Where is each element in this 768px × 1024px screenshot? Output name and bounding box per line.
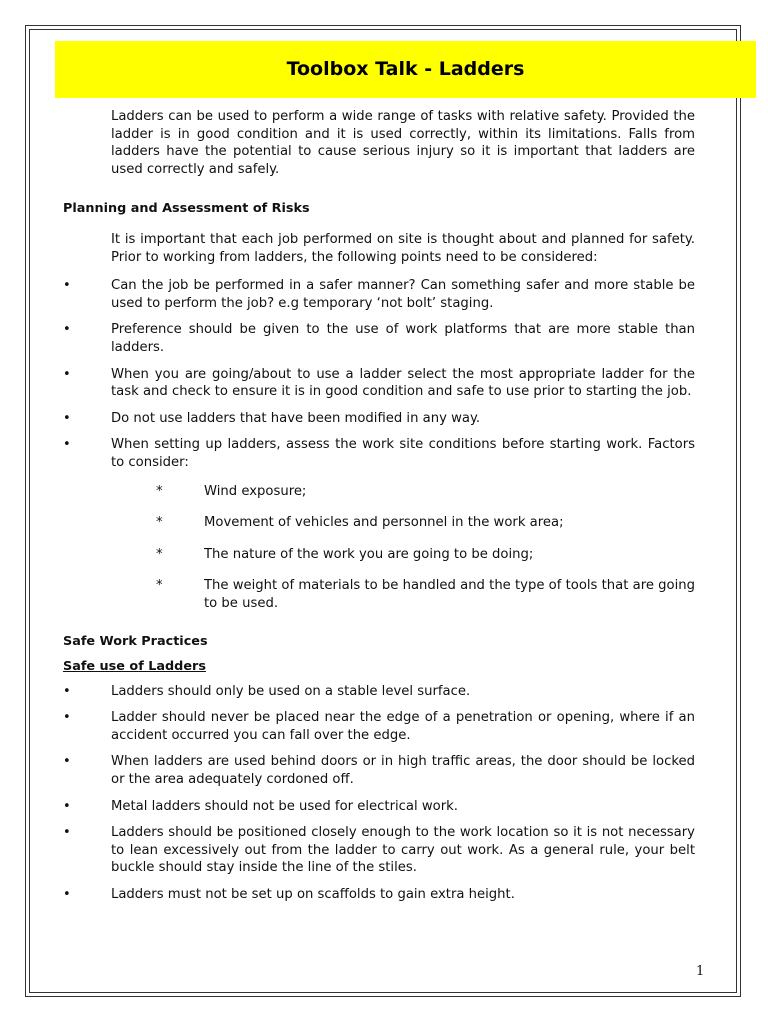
list-item-text: Preference should be given to the use of work platforms that are more stable than ladders. [111, 322, 695, 355]
planning-intro-paragraph: It is important that each job performed on site is thought about and planned for safety. Prior to working from ladders, the following points need to be considered: [111, 231, 695, 265]
bullet-icon: • [63, 710, 71, 726]
list-item-text: Ladder should never be placed near the edge of a penetration or opening, where if an accident occurred you can fall over the edge. [111, 710, 695, 743]
factor-item [156, 546, 695, 564]
section-heading-safe-work: Safe Work Practices [63, 634, 208, 650]
bullet-icon: • [63, 366, 71, 382]
bullet-icon: • [63, 825, 71, 841]
factor-text: The nature of the work you are going to be doing; [204, 546, 534, 562]
title-banner [55, 41, 756, 98]
factor-text: The weight of materials to be handled and the type of tools that are going to be used. [204, 578, 695, 611]
list-item [63, 277, 695, 312]
list-item-text: When ladders are used behind doors or in high traffic areas, the door should be locked or the area adequately cordoned off. [111, 754, 695, 788]
factor-item [156, 577, 695, 612]
list-item-text: When you are going/about to use a ladder select the most appropriate ladder for the task and check to ensure it is in good condition and safe to use prior to starting the job. [111, 366, 695, 400]
list-item-text: Ladders should only be used on a stable level surface. [111, 683, 471, 699]
list-item-text: When setting up ladders, assess the work site conditions before starting work. Factors to consider: [111, 437, 695, 470]
list-item [63, 321, 695, 356]
list-item-text: Ladders should be positioned closely enough to the work location so it is not necessary to lean excessively out from the ladder to carry out work. As a general rule, your belt buckle should stay inside the line of the stiles. [111, 825, 695, 876]
document-body [63, 108, 695, 904]
page-title: Toolbox Talk - Ladders [286, 57, 525, 80]
factor-item [156, 514, 695, 532]
section-heading-planning: Planning and Assessment of Risks [63, 201, 310, 217]
bullet-icon: • [63, 322, 71, 338]
bullet-icon: • [63, 410, 71, 426]
factor-item [156, 483, 695, 501]
list-item [63, 886, 695, 904]
page-number: 1 [696, 964, 705, 979]
list-item [63, 410, 695, 428]
asterisk-icon: * [156, 515, 163, 531]
bullet-icon: • [63, 887, 71, 902]
factor-text: Wind exposure; [204, 483, 307, 499]
list-item [63, 709, 695, 744]
list-item [63, 366, 695, 401]
list-item-text: Ladders must not be set up on scaffolds to gain extra height. [111, 887, 515, 902]
list-item [63, 753, 695, 788]
asterisk-icon: * [156, 578, 163, 594]
subheading-safe-use: Safe use of Ladders [63, 659, 206, 675]
list-item-text: Metal ladders should not be used for electrical work. [111, 798, 458, 814]
bullet-icon: • [63, 437, 71, 453]
list-item [63, 824, 695, 877]
bullet-icon: • [63, 683, 71, 699]
list-item-text: Do not use ladders that have been modified in any way. [111, 410, 481, 426]
list-item [63, 436, 695, 471]
bullet-icon: • [63, 754, 71, 770]
intro-paragraph: Ladders can be used to perform a wide range of tasks with relative safety. Provided the ladder is in good condition and it is used correctly, within its limitations. Falls from ladders have the potential to cause serious injury so it is important that ladders are used correctly and safely. [111, 109, 695, 177]
list-item [63, 798, 695, 816]
list-item [63, 683, 695, 701]
bullet-icon: • [63, 798, 71, 814]
list-item-text: Can the job be performed in a safer manner? Can something safer and more stable be used to perform the job? e.g temporary ‘not bolt’ staging. [111, 278, 695, 311]
asterisk-icon: * [156, 546, 163, 562]
asterisk-icon: * [156, 483, 163, 499]
factor-text: Movement of vehicles and personnel in the work area; [204, 515, 564, 531]
bullet-icon: • [63, 278, 71, 294]
